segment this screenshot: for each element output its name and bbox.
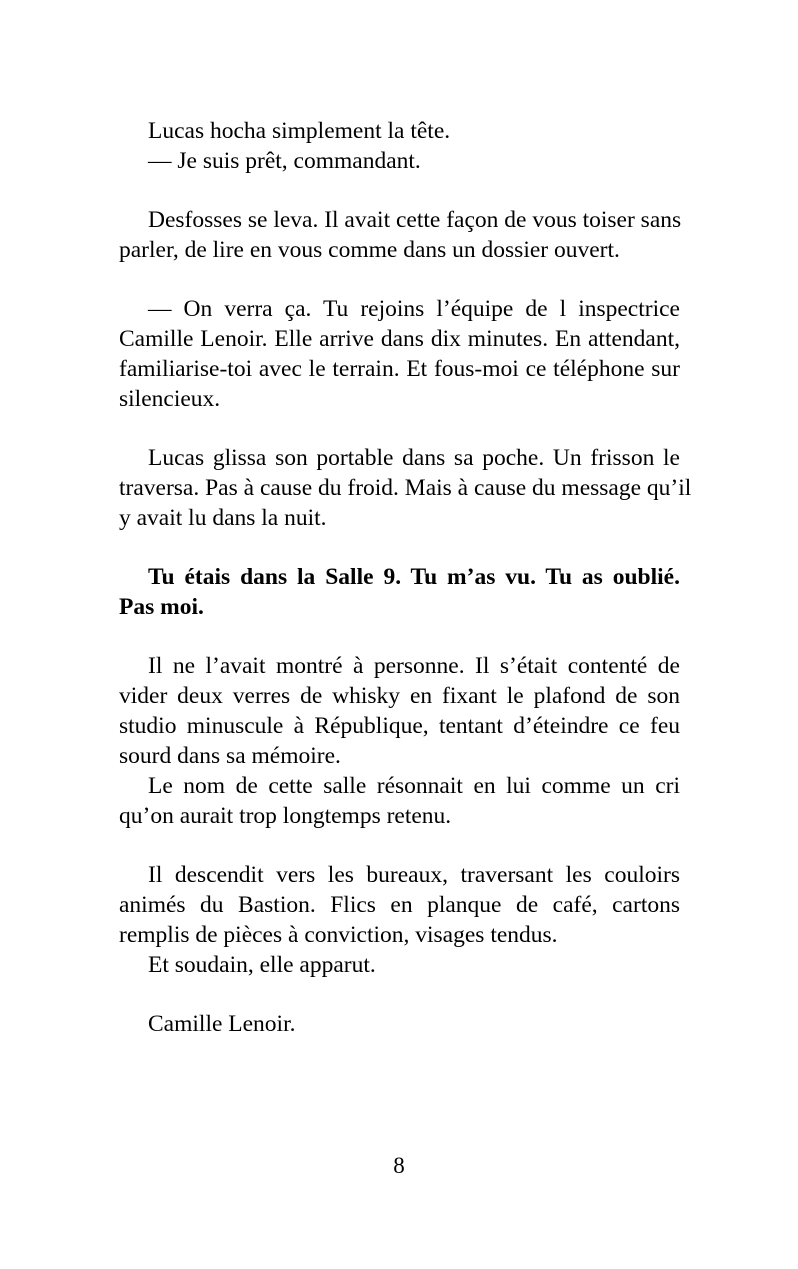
paragraph-gap xyxy=(119,533,680,562)
text-line: parler, de lire en vous comme dans un dossier ouvert. xyxy=(119,237,620,263)
text-line: familiarise-toi avec le terrain. Et fous-moi ce téléphone sur xyxy=(119,356,680,382)
text-line: y avait lu dans la nuit. xyxy=(119,505,327,531)
paragraph xyxy=(119,860,680,980)
text-line: studio minuscule à République, tentant d’éteindre ce feu xyxy=(119,713,680,739)
page-number: 8 xyxy=(393,1153,405,1178)
text-line: traversa. Pas à cause du froid. Mais à cause du message qu’il xyxy=(119,475,692,501)
paragraph-gap xyxy=(119,622,680,651)
message-line: Tu étais dans la Salle 9. Tu m’as vu. Tu as oublié. xyxy=(148,564,680,590)
text-line: Camille Lenoir. Elle arrive dans dix minutes. En attendant, xyxy=(119,326,680,352)
text-line: remplis de pièces à conviction, visages tendus. xyxy=(119,922,558,948)
text-line: Le nom de cette salle résonnait en lui comme un cri xyxy=(148,773,680,799)
paragraph-gap xyxy=(119,265,680,294)
message-paragraph xyxy=(119,562,680,622)
text-line: sourd dans sa mémoire. xyxy=(119,743,341,769)
paragraph xyxy=(119,116,680,176)
text-line: Desfosses se leva. Il avait cette façon de vous toiser sans xyxy=(148,207,682,233)
paragraph-gap xyxy=(119,980,680,1009)
message-line: Pas moi. xyxy=(119,594,204,620)
text-line: Lucas hocha simplement la tête. xyxy=(148,118,451,144)
paragraph xyxy=(119,205,680,265)
text-line: qu’on aurait trop longtemps retenu. xyxy=(119,803,452,829)
paragraph-gap xyxy=(119,831,680,860)
paragraph xyxy=(119,1009,680,1039)
dialogue-line: — Je suis prêt, commandant. xyxy=(148,148,421,174)
text-line: Lucas glissa son portable dans sa poche. Un frisson le xyxy=(148,445,680,471)
paragraph-gap xyxy=(119,176,680,205)
text-line: vider deux verres de whisky en fixant le plafond de son xyxy=(119,683,680,709)
text-line: Il descendit vers les bureaux, traversant les couloirs xyxy=(148,862,680,888)
paragraph-gap xyxy=(119,414,680,443)
dialogue-line: — On verra ça. Tu rejoins l’équipe de l inspectrice xyxy=(148,296,680,322)
text-line: animés du Bastion. Flics en planque de café, cartons xyxy=(119,892,680,918)
text-line: Camille Lenoir. xyxy=(148,1011,296,1037)
page-body xyxy=(119,116,692,1039)
paragraph xyxy=(119,651,680,831)
text-line: Et soudain, elle apparut. xyxy=(148,952,376,978)
text-line: Il ne l’avait montré à personne. Il s’était contenté de xyxy=(148,653,680,679)
paragraph xyxy=(119,443,692,533)
text-line: silencieux. xyxy=(119,386,221,412)
paragraph xyxy=(119,294,680,414)
